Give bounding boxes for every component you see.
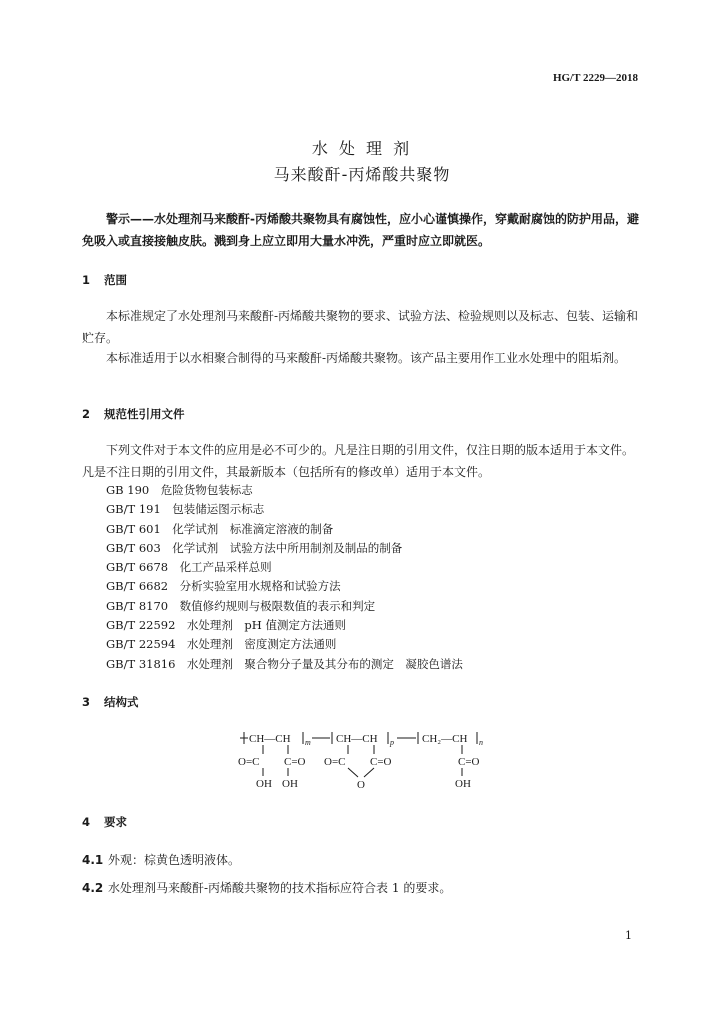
carbonyl-group: C=O [458, 756, 480, 768]
clause-text: 水处理剂马来酸酐-丙烯酸共聚物的技术指标应符合表 1 的要求。 [108, 881, 452, 895]
standard-code: HG/T 2229—2018 [552, 72, 638, 84]
section-2-paragraph-1: 下列文件对于本文件的应用是必不可少的。凡是注日期的引用文件，仅注日期的版本适用于本文件。凡是不注日期的引用文件，其最新版本（包括所有的修改单）适用于本文件。 [82, 443, 635, 479]
bridge-oxygen: O [357, 779, 365, 791]
section-number: 4 [82, 815, 91, 829]
section-number: 1 [82, 273, 91, 287]
structural-formula [230, 726, 500, 792]
formula-unit-3: CH₂—CH [422, 733, 468, 745]
title-line-2: 马来酸酐-丙烯酸共聚物 [273, 165, 451, 184]
section-title: 规范性引用文件 [104, 407, 185, 421]
section-3-heading [82, 694, 139, 710]
reference-item: GB/T 8170 数值修约规则与极限数值的表示和判定 [106, 598, 376, 613]
page-number: 1 [625, 929, 632, 942]
section-title: 结构式 [104, 695, 139, 709]
reference-item: GB/T 31816 水处理剂 聚合物分子量及其分布的测定 凝胶色谱法 [106, 656, 463, 671]
clause-number: 4.2 [82, 881, 104, 895]
clause-4-1 [82, 851, 240, 868]
title-line-1: 水 处 理 剂 [311, 139, 413, 158]
formula-unit-1: CH—CH [249, 733, 291, 745]
reference-item: GB 190 危险货物包装标志 [106, 483, 253, 497]
carbonyl-group: C=O [284, 756, 306, 768]
clause-text: 外观：棕黄色透明液体。 [108, 853, 241, 867]
subscript-n: n [479, 738, 483, 747]
section-number: 3 [82, 695, 91, 709]
section-1-paragraph-2: 本标准适用于以水相聚合制得的马来酸酐-丙烯酸共聚物。该产品主要用作工业水处理中的阻垢剂。 [106, 351, 627, 365]
reference-item: GB/T 22594 水处理剂 密度测定方法通则 [106, 637, 337, 652]
hydroxyl-group: OH [282, 778, 298, 790]
section-1-heading [82, 272, 127, 288]
section-4-heading [82, 814, 127, 830]
carbonyl-group: C=O [370, 756, 392, 768]
reference-item: GB/T 601 化学试剂 标准滴定溶液的制备 [106, 521, 334, 536]
subscript-m: m [305, 738, 311, 747]
section-2-heading [82, 406, 185, 422]
reference-item: GB/T 22592 水处理剂 pH 值测定方法通则 [106, 618, 346, 633]
reference-item: GB/T 6682 分析实验室用水规格和试验方法 [106, 579, 341, 594]
section-number: 2 [82, 407, 91, 421]
reference-item: GB/T 191 包装储运图示标志 [106, 502, 265, 517]
section-title: 要求 [104, 815, 127, 829]
carbonyl-group: O=C [238, 756, 260, 768]
carbonyl-group: O=C [324, 756, 346, 768]
clause-number: 4.1 [82, 853, 104, 867]
hydroxyl-group: OH [455, 778, 471, 790]
reference-item: GB/T 6678 化工产品采样总则 [106, 560, 272, 575]
reference-item: GB/T 603 化学试剂 试验方法中所用制剂及制品的制备 [106, 540, 403, 555]
subscript-p: p [390, 738, 394, 747]
section-title: 范围 [104, 273, 127, 287]
section-1-paragraph-1: 本标准规定了水处理剂马来酸酐-丙烯酸共聚物的要求、试验方法、检验规则以及标志、包装、运输和贮存。 [82, 309, 639, 345]
warning-paragraph: 警示——水处理剂马来酸酐-丙烯酸共聚物具有腐蚀性，应小心谨慎操作，穿戴耐腐蚀的防护用品，避免吸入或直接接触皮肤。溅到身上应立即用大量水冲洗，严重时应立即就医。 [82, 212, 639, 248]
formula-unit-2: CH—CH [336, 733, 378, 745]
clause-4-2 [82, 879, 451, 896]
hydroxyl-group: OH [256, 778, 272, 790]
reference-list [106, 481, 463, 674]
